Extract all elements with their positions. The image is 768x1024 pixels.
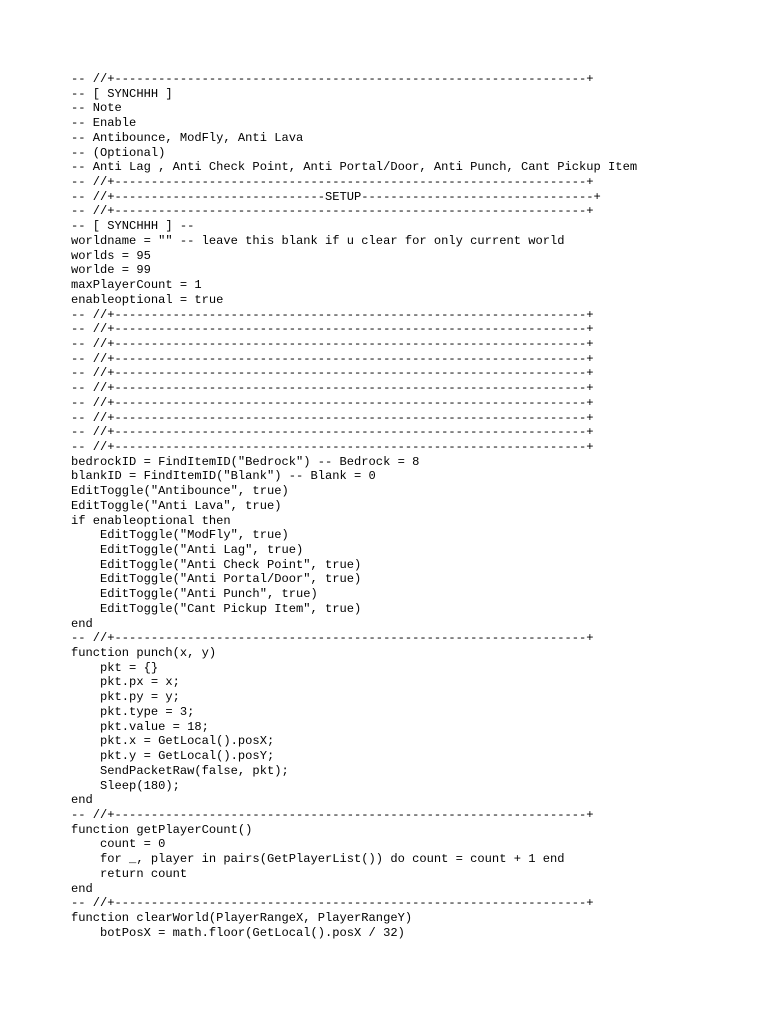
code-line: EditToggle("Anti Lag", true) — [71, 543, 304, 557]
code-line: EditToggle("Anti Portal/Door", true) — [71, 572, 362, 587]
code-line: SendPacketRaw(false, pkt); — [71, 763, 289, 778]
code-line: -- Enable — [71, 116, 137, 131]
code-line: -- //+-----------------------------------------------------------------+ — [71, 366, 594, 381]
code-line: -- //+-----------------------------------------------------------------+ — [71, 381, 594, 396]
code-line: -- (Optional) — [71, 145, 166, 160]
code-line: -- //+-----------------------------------------------------------------+ — [71, 395, 594, 410]
code-line: -- //+-----------------------------------------------------------------+ — [71, 322, 594, 337]
code-line: pkt.px = x; — [71, 675, 180, 690]
code-line: botPosX = math.floor(GetLocal().posX / 32) — [71, 925, 405, 940]
code-line: EditToggle("Antibounce", true) — [71, 484, 289, 499]
code-line: -- //+-----------------------------------------------------------------+ — [71, 425, 594, 440]
code-line: pkt.py = y; — [71, 690, 180, 705]
code-line: -- //+-----------------------------------------------------------------+ — [71, 351, 594, 366]
code-line: for _, player in pairs(GetPlayerList()) do count = count + 1 end — [71, 852, 565, 867]
code-line: function getPlayerCount() — [71, 822, 253, 837]
code-line: -- //+-----------------------------------------------------------------+ — [71, 807, 594, 822]
code-line: -- //+-----------------------------------------------------------------+ — [71, 307, 594, 322]
code-line: -- //+-----------------------------------------------------------------+ — [71, 175, 594, 190]
code-line: pkt.value = 18; — [71, 719, 209, 734]
code-line: -- Note — [71, 101, 122, 116]
code-line: -- //+-----------------------------------------------------------------+ — [71, 631, 594, 646]
code-line: -- //+-----------------------------------------------------------------+ — [71, 410, 594, 425]
code-line: -- //+-----------------------------------------------------------------+ — [71, 72, 594, 86]
code-line: EditToggle("Anti Lava", true) — [71, 498, 282, 513]
code-line: enableoptional = true — [71, 292, 224, 307]
code-line: return count — [71, 866, 188, 881]
code-line: EditToggle("Cant Pickup Item", true) — [71, 601, 362, 616]
code-line: -- Anti Lag , Anti Check Point, Anti Portal/Door, Anti Punch, Cant Pickup Item — [71, 160, 638, 175]
code-line: pkt = {} — [71, 660, 159, 675]
code-line: end — [71, 616, 93, 631]
code-line: blankID = FindItemID("Blank") -- Blank = 0 — [71, 469, 376, 484]
code-line: end — [71, 881, 93, 896]
code-line: bedrockID = FindItemID("Bedrock") -- Bedrock = 8 — [71, 454, 420, 469]
code-line: -- //+-----------------------------------------------------------------+ — [71, 204, 594, 219]
code-line: EditToggle("Anti Punch", true) — [71, 587, 318, 602]
code-line: Sleep(180); — [71, 778, 180, 793]
code-line: -- //+-----------------------------------------------------------------+ — [71, 439, 594, 454]
code-line: -- //+-----------------------------SETUP--------------------------------+ — [71, 189, 601, 204]
code-line: -- Antibounce, ModFly, Anti Lava — [71, 130, 304, 145]
code-line: count = 0 — [71, 837, 166, 852]
code-line: EditToggle("ModFly", true) — [71, 528, 289, 543]
code-line: -- //+-----------------------------------------------------------------+ — [71, 336, 594, 351]
code-line: if enableoptional then — [71, 513, 231, 528]
code-line: -- //+-----------------------------------------------------------------+ — [71, 896, 594, 911]
code-line: worldname = "" -- leave this blank if u clear for only current world — [71, 233, 565, 248]
code-line: pkt.y = GetLocal().posY; — [71, 749, 275, 764]
code-document — [71, 72, 768, 940]
code-line: function punch(x, y) — [71, 646, 217, 661]
code-line: -- [ SYNCHHH ] -- — [71, 219, 195, 234]
code-line: end — [71, 793, 93, 808]
code-line: pkt.type = 3; — [71, 704, 195, 719]
code-line: worlde = 99 — [71, 263, 151, 278]
code-line: maxPlayerCount = 1 — [71, 278, 202, 293]
code-line: -- [ SYNCHHH ] — [71, 86, 173, 101]
code-line: EditToggle("Anti Check Point", true) — [71, 557, 362, 572]
code-line: worlds = 95 — [71, 248, 151, 263]
code-line: pkt.x = GetLocal().posX; — [71, 734, 275, 749]
code-line: function clearWorld(PlayerRangeX, PlayerRangeY) — [71, 910, 413, 925]
